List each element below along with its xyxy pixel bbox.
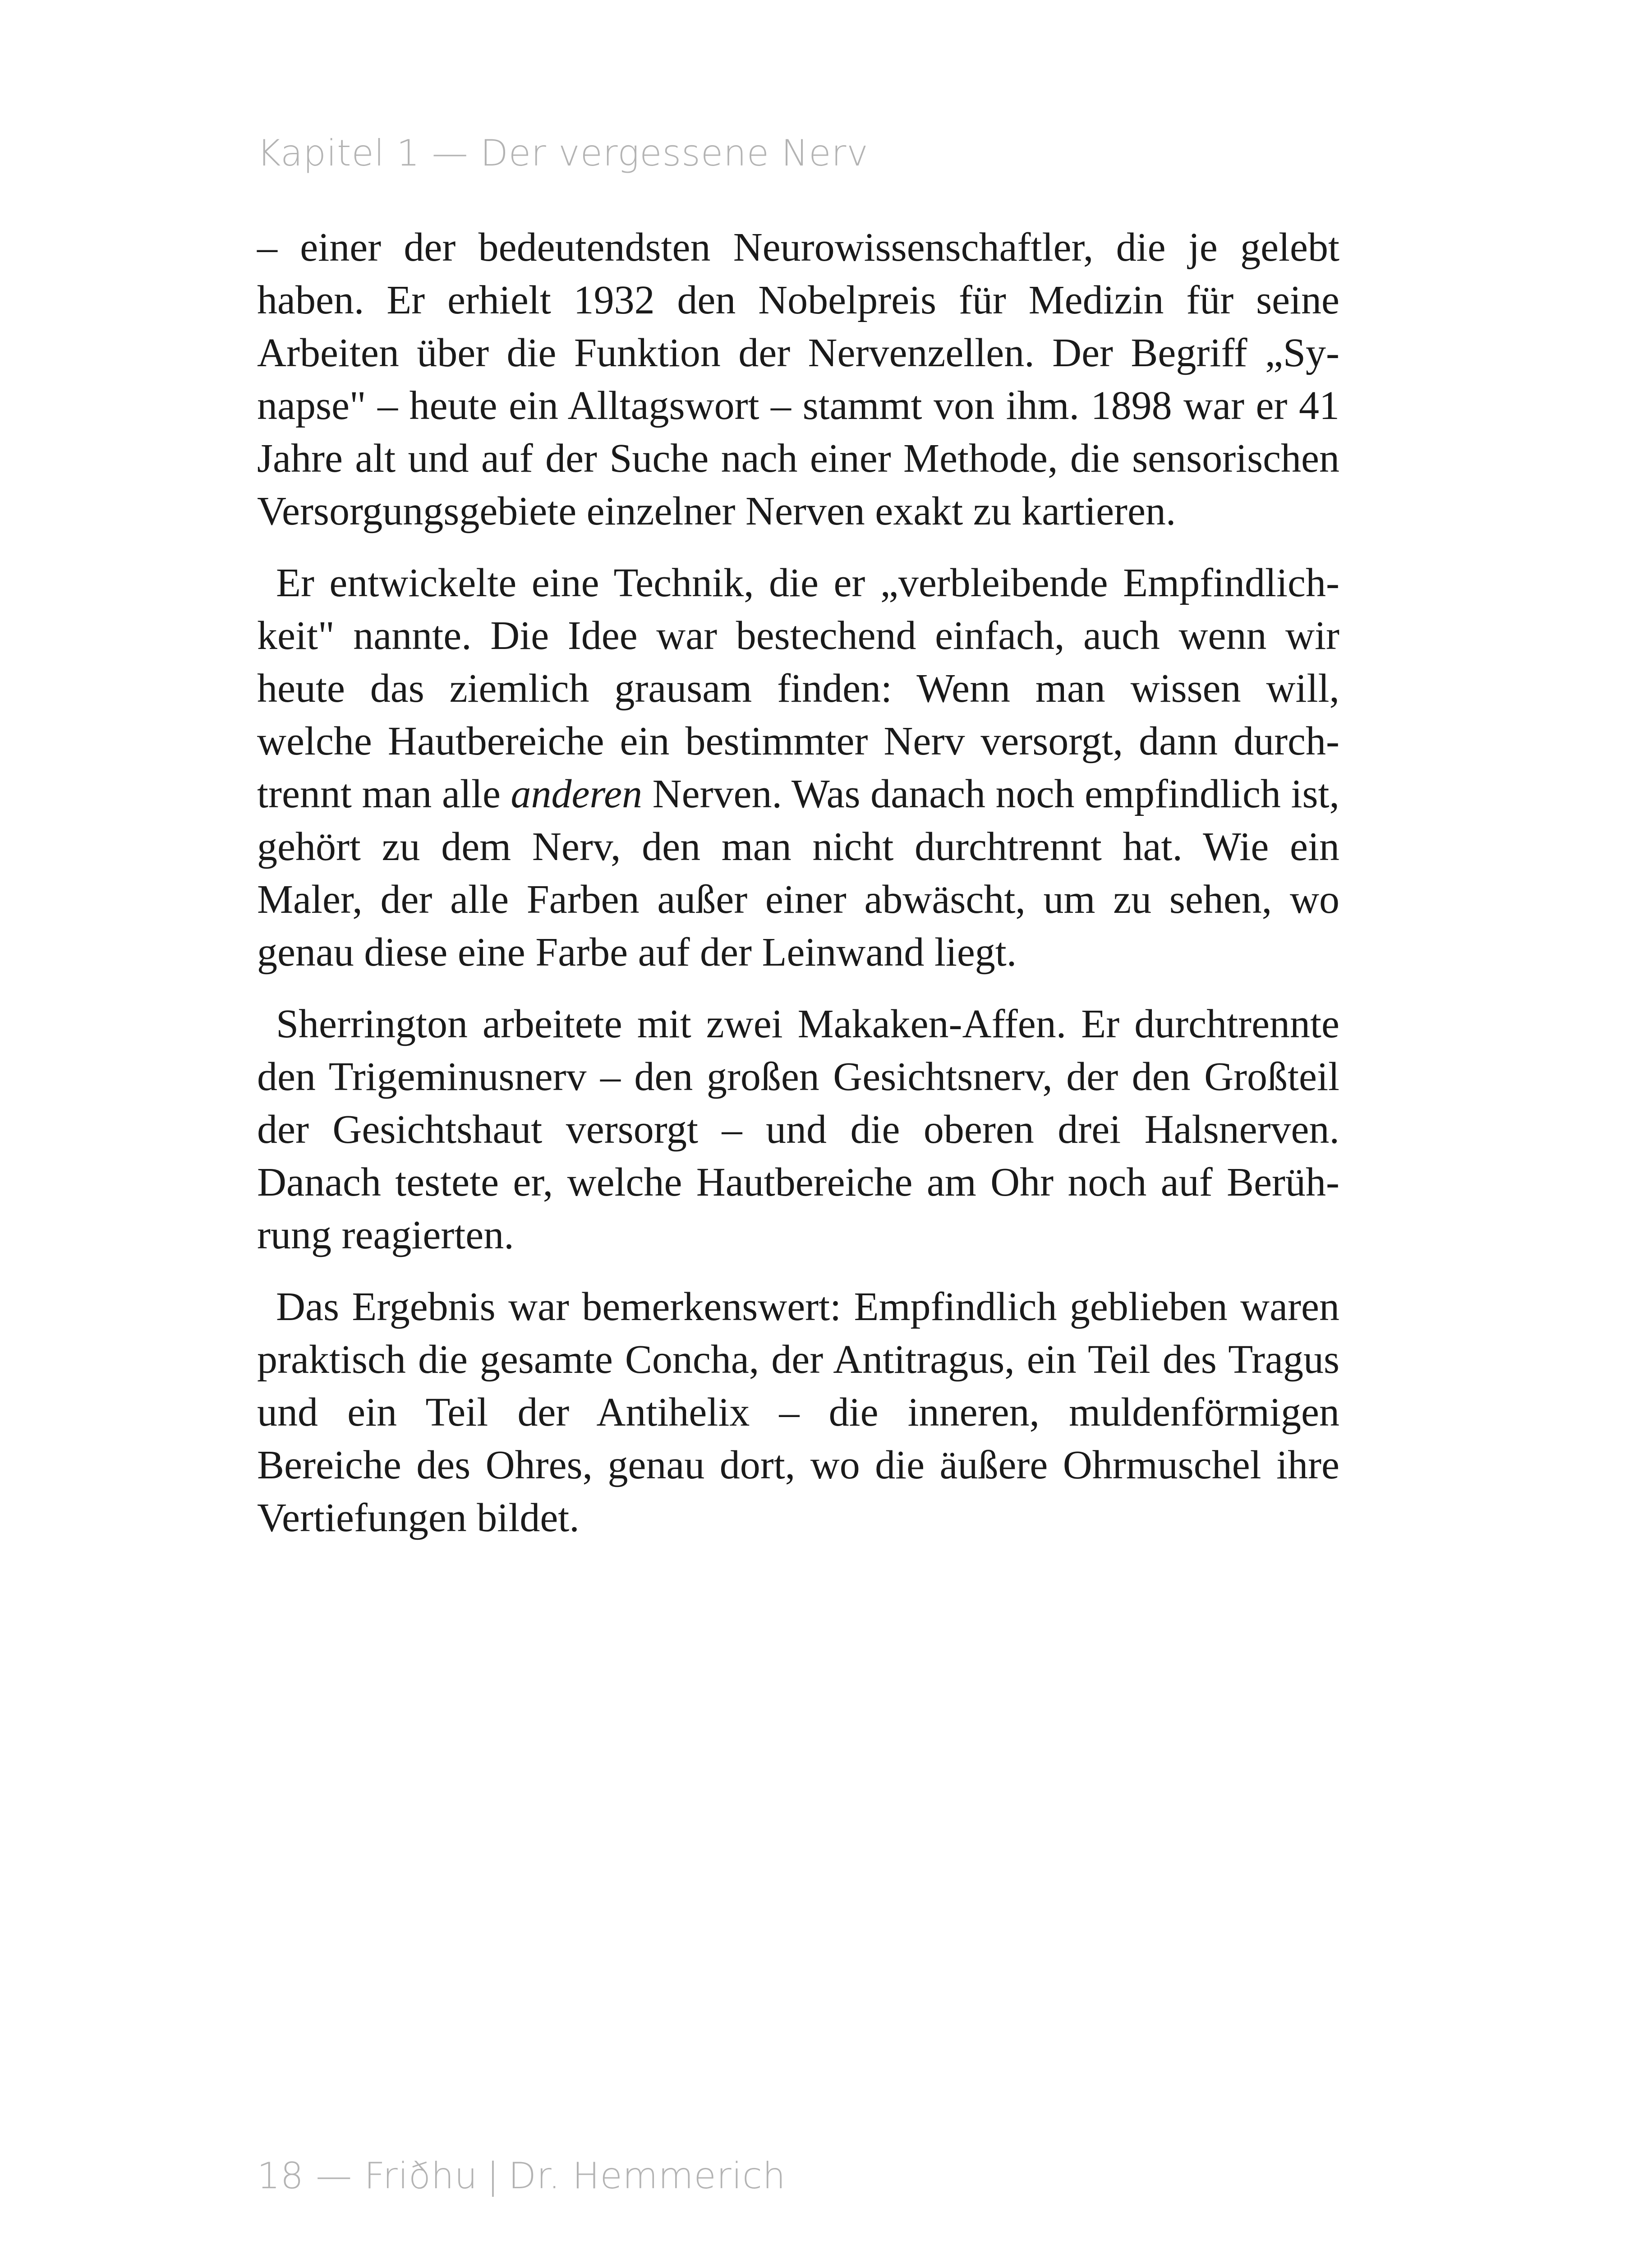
page-number: 18 bbox=[257, 2155, 304, 2197]
paragraph-2-text-a: Er entwickelte eine Technik, die er „verbleibende Empfindlichkeit" nannte. Die Idee war bestechend einfach, auch wenn wir heute das ziemlich grausam finden: Wenn man wissen will, welche Hautbereiche ein bestimmter Nerv versorgt, dann durchtrennt man alle bbox=[257, 561, 1339, 816]
paragraph-2-text-b: Nerven. Was danach noch empfindlich ist, gehört zu dem Nerv, den man nicht durchtrennt hat. Wie ein Maler, der alle Farben außer einer abwäscht, um zu sehen, wo genau diese eine Farbe auf der Leinwand liegt. bbox=[257, 772, 1339, 975]
footer-author: Dr. Hemmerich bbox=[508, 2155, 786, 2197]
paragraph-1: – einer der bedeutendsten Neurowissenschaftler, die je gelebt haben. Er erhielt 1932 den Nobelpreis für Medizin für seine Arbeiten über die Funktion der Nervenzellen. Der Begriff „Synapse" – heute ein Alltagswort – stammt von ihm. 1898 war er 41 Jahre alt und auf der Suche nach einer Methode, die sensorischen Versorgungsgebiete einzelner Nerven exakt zu kartieren. bbox=[257, 225, 1339, 534]
footer-brand: Friðhu bbox=[364, 2155, 478, 2197]
paragraph-3: Sherrington arbeitete mit zwei Makaken-Affen. Er durchtrennte den Trigeminusnerv – den großen Gesichtsnerv, der den Großteil der Gesichtshaut versorgt – und die oberen drei Halsnerven. Danach testete er, welche Hautbereiche am Ohr noch auf Berührung reagierten. bbox=[257, 1002, 1339, 1257]
running-head: Kapitel 1 — Der vergessene Nerv bbox=[257, 132, 869, 174]
body-text bbox=[257, 221, 1339, 1563]
page-footer bbox=[257, 2155, 786, 2197]
footer-dash: — bbox=[316, 2155, 353, 2197]
paragraph-2-emphasis: anderen bbox=[511, 772, 643, 816]
paragraph-4: Das Ergebnis war bemerkenswert: Empfindlich geblieben waren praktisch die gesamte Concha, der Antitragus, ein Teil des Tragus und ein Teil der Antihelix – die inneren, muldenförmigen Bereiche des Ohres, genau dort, wo die äußere Ohrmuschel ihre Vertiefungen bildet. bbox=[257, 1284, 1339, 1540]
footer-divider: | bbox=[487, 2155, 500, 2197]
paragraph-2 bbox=[257, 557, 1339, 979]
